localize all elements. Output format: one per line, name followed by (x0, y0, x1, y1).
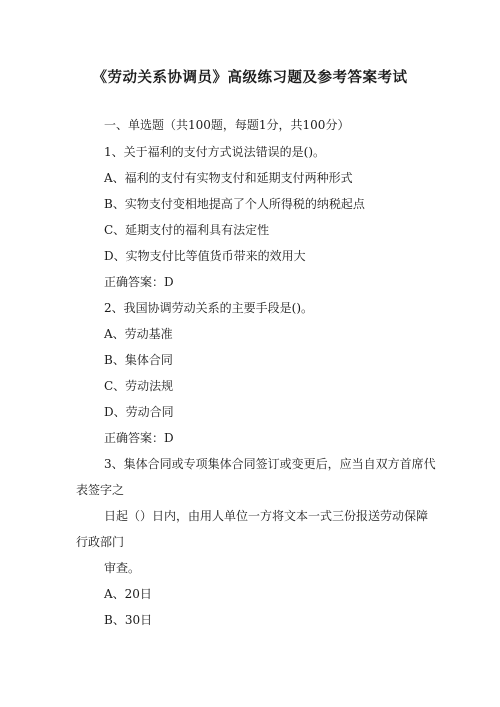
question-3-part3: 审查。 (104, 561, 141, 575)
q1-option-b: B、实物支付变相地提高了个人所得税的纳税起点 (104, 197, 365, 211)
q2-answer: 正确答案：D (104, 431, 174, 445)
q1-option-a: A、福利的支付有实物支付和延期支付两种形式 (104, 171, 353, 185)
q1-answer: 正确答案：D (104, 275, 174, 289)
q1-option-d: D、实物支付比等值货币带来的效用大 (104, 249, 306, 263)
question-3-part2: 日起（）日内，由用人单位一方将文本一式三份报送劳动保障行政部门 (76, 509, 429, 549)
section-heading: 一、单选题（共100题，每题1分，共100分） (104, 118, 350, 132)
question-1: 1、关于福利的支付方式说法错误的是()。 (104, 145, 325, 159)
document-title: 《劳动关系协调员》高级练习题及参考答案考试 (92, 70, 408, 86)
q3-option-a: A、20日 (104, 587, 152, 601)
q2-option-d: D、劳动合同 (104, 405, 174, 419)
q1-option-c: C、延期支付的福利具有法定性 (104, 223, 270, 237)
question-2: 2、我国协调劳动关系的主要手段是()。 (104, 301, 313, 315)
q2-option-c: C、劳动法规 (104, 379, 174, 393)
question-3-part1: 3、集体合同或专项集体合同签订或变更后，应当自双方首席代表签字之 (76, 457, 436, 497)
q2-option-a: A、劳动基准 (104, 327, 173, 341)
q3-option-b: B、30日 (104, 613, 153, 627)
q2-option-b: B、集体合同 (104, 353, 173, 367)
